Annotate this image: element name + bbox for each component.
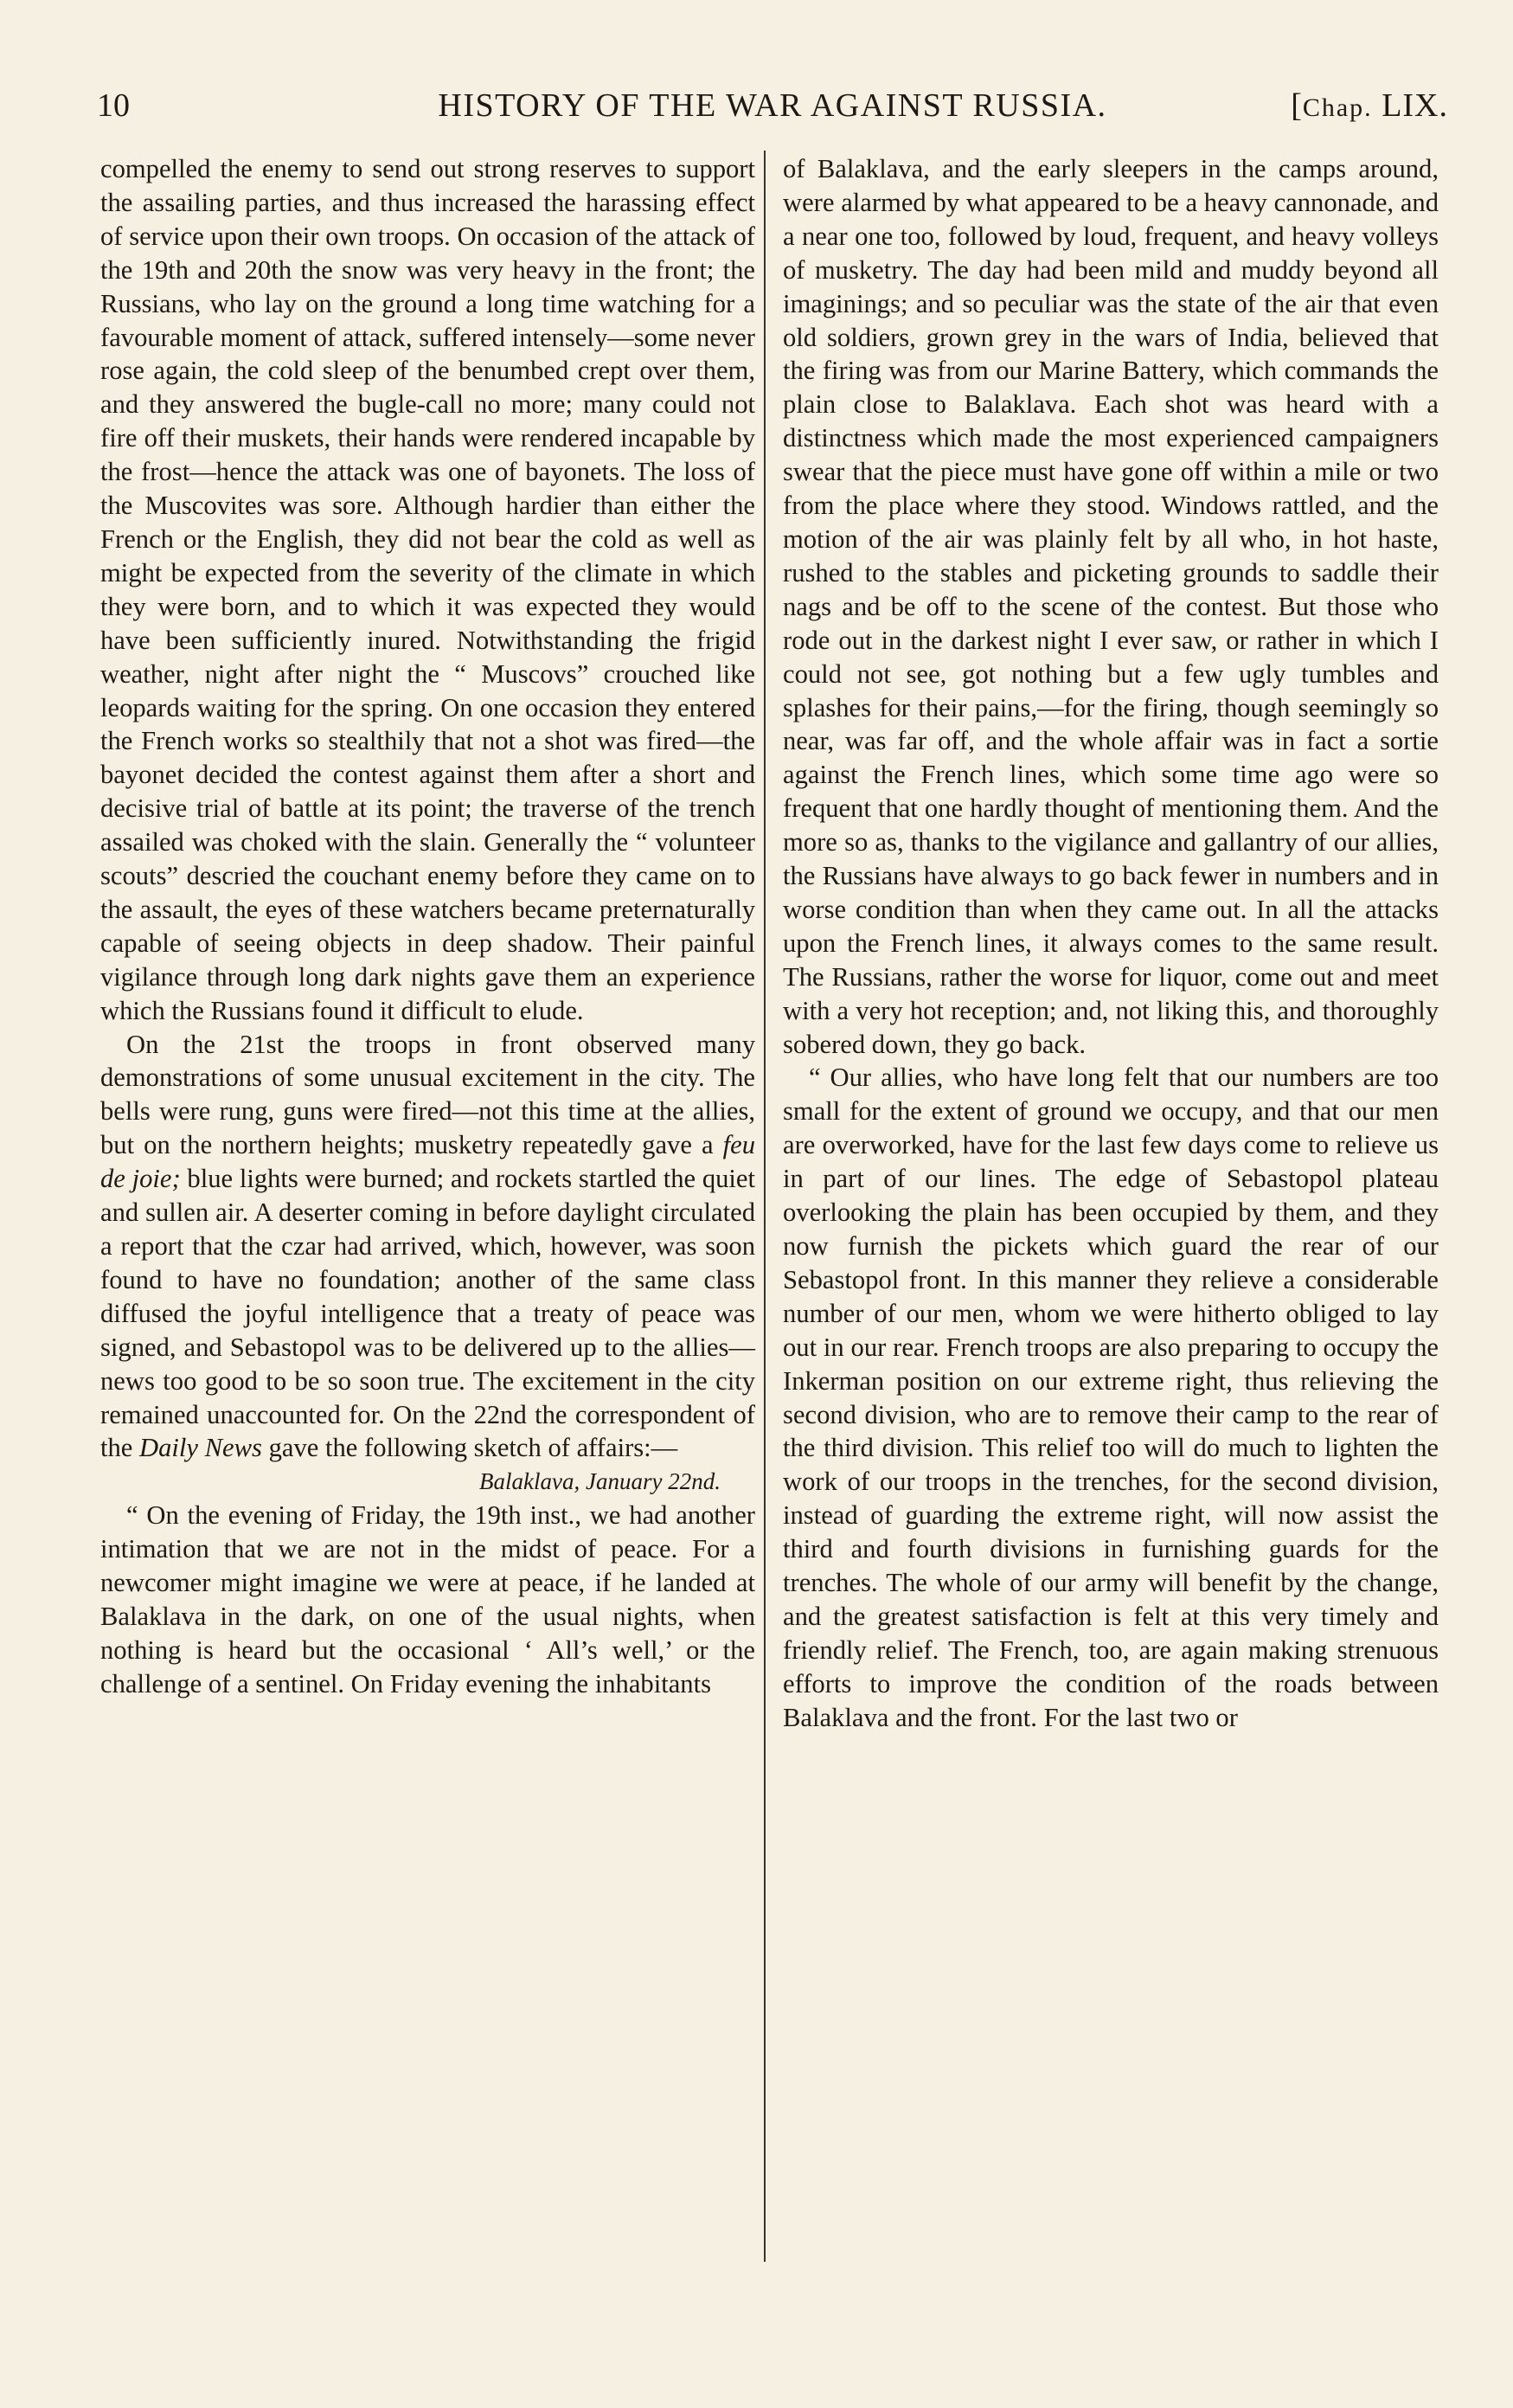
paragraph [100,1028,755,1466]
chapter-number: LIX. [1372,87,1448,124]
chapter-bracket: [ [1291,87,1303,124]
paragraph-text: gave the following sketch of affairs:— [261,1433,678,1463]
running-title: HISTORY OF THE WAR AGAINST RUSSIA. [438,87,1107,124]
paragraph: of Balaklava, and the early sleepers in the camps around, were alarmed by what appeared to be a heavy cannonade, and a near one too, followed by loud, frequent, and heavy volleys of musketry. The day had been mild and muddy beyond all imaginings; and so peculiar was the state of the air that even old soldiers, grown grey in the wars of India, believed that the firing was from our Marine Battery, which commands the plain close to Balaklava. Each shot was heard with a distinctness which made the most experienced campaigners swear that the piece must have gone off within a mile or two from the place where they stood. Windows rattled, and the motion of the air was plainly felt by all who, in hot haste, rushed to the stables and picketing grounds to saddle their nags and be off to the scene of the contest. But those who rode out in the darkest night I ever saw, or rather in which I could not see, got nothing but a few ugly tumbles and splashes for their pains,—for the firing, though seemingly so near, was far off, and the whole affair was in fact a sortie against the French lines, which some time ago were so frequent that one hardly thought of mentioning them. And the more so as, thanks to the vigilance and gallantry of our allies, the Russians have always to go back fewer in numbers and in worse condition than when they came out. In all the attacks upon the French lines, it always comes to the same result. The Russians, rather the worse for liquor, come out and meet with a very hot reception; and, not liking this, and thoroughly sobered down, they go back. [783,154,1439,1059]
italic-phrase: feu de joie; [100,1130,755,1194]
running-head [97,80,1448,132]
paragraph-text: On the 21st the troops in front observed many demonstrations of some unusual excitement in the city. The bells were rung, guns were fired—not this time at the allies, but on the northern heights; musketry repeatedly gave a [100,1029,755,1160]
chapter-label: Chap. [1302,93,1373,122]
left-column [100,152,755,1701]
right-column [783,152,1439,1735]
paragraph-text: blue lights were burned; and rockets startled the quiet and sullen air. A deserter coming in before daylight circulated a report that the czar had arrived, which, however, was soon found to have no foundation; another of the same class diffused the joyful intelligence that a treaty of peace was signed, and Sebastopol was to be delivered up to the allies—news too good to be so soon true. The excitement in the city remained unaccounted for. On the 22nd the correspondent of the [100,1164,755,1463]
newspaper-title: Daily News [139,1433,262,1463]
paragraph: “ On the evening of Friday, the 19th inst., we had another intimation that we are not in the midst of peace. For a newcomer might imagine we were at peace, if he landed at Balaklava in the dark, on one of the usual nights, when nothing is heard but the occasional ‘ All’s well,’ or the challenge of a sentinel. On Friday evening the inhabitants [100,1500,755,1698]
paragraph: compelled the enemy to send out strong reserves to support the assailing parties, and thus increased the harassing effect of service upon their own troops. On occasion of the attack of the 19th and 20th the snow was very heavy in the front; the Russians, who lay on the ground a long time watching for a favourable moment of attack, suffered intensely—some never rose again, the cold sleep of the benumbed crept over them, and they answered the bugle-call no more; many could not fire off their muskets, their hands were rendered incapable by the frost—hence the attack was one of bayonets. The loss of the Muscovites was sore. Although hardier than either the French or the English, they did not bear the cold as well as might be expected from the severity of the climate in which they were born, and to which it was expected they would have been sufficiently inured. Notwithstanding the frigid weather, night after night the “ Muscovs” crouched like leopards waiting for the spring. On one occasion they entered the French works so stealthily that not a shot was fired—the bayonet decided the contest against them after a short and decisive trial of battle at its point; the traverse of the trench assailed was choked with the slain. Generally the “ volunteer scouts” descried the couchant enemy before they came on to the assault, the eyes of these watchers became preternaturally capable of seeing objects in deep shadow. Their painful vigilance through long dark nights gave them an experience which the Russians found it difficult to elude. [100,154,755,1025]
page-number: 10 [97,87,130,124]
column-divider [764,151,766,2262]
paragraph: “ Our allies, who have long felt that our numbers are too small for the extent of ground we occupy, and that our men are overworked, have for the last few days come to relieve us in part of our lines. The edge of Sebastopol plateau overlooking the plain has been occupied by them, and they now furnish the pickets which guard the rear of our Sebastopol front. In this manner they relieve a considerable number of our men, whom we were hitherto obliged to lay out in our rear. French troops are also preparing to occupy the Inkerman position on our extreme right, thus relieving the second division, who are to remove their camp to the rear of the third division. This relief too will do much to lighten the work of our troops in the trenches, for the second division, instead of guarding the extreme right, will now assist the third and fourth divisions in furnishing guards for the trenches. The whole of our army will benefit by the change, and the greatest satisfaction is felt at this very timely and friendly relief. The French, too, are again making strenuous efforts to improve the condition of the roads between Balaklava and the front. For the last two or [783,1063,1439,1732]
chapter-reference [1291,80,1448,134]
dateline: Balaklava, January 22nd. [479,1468,721,1495]
